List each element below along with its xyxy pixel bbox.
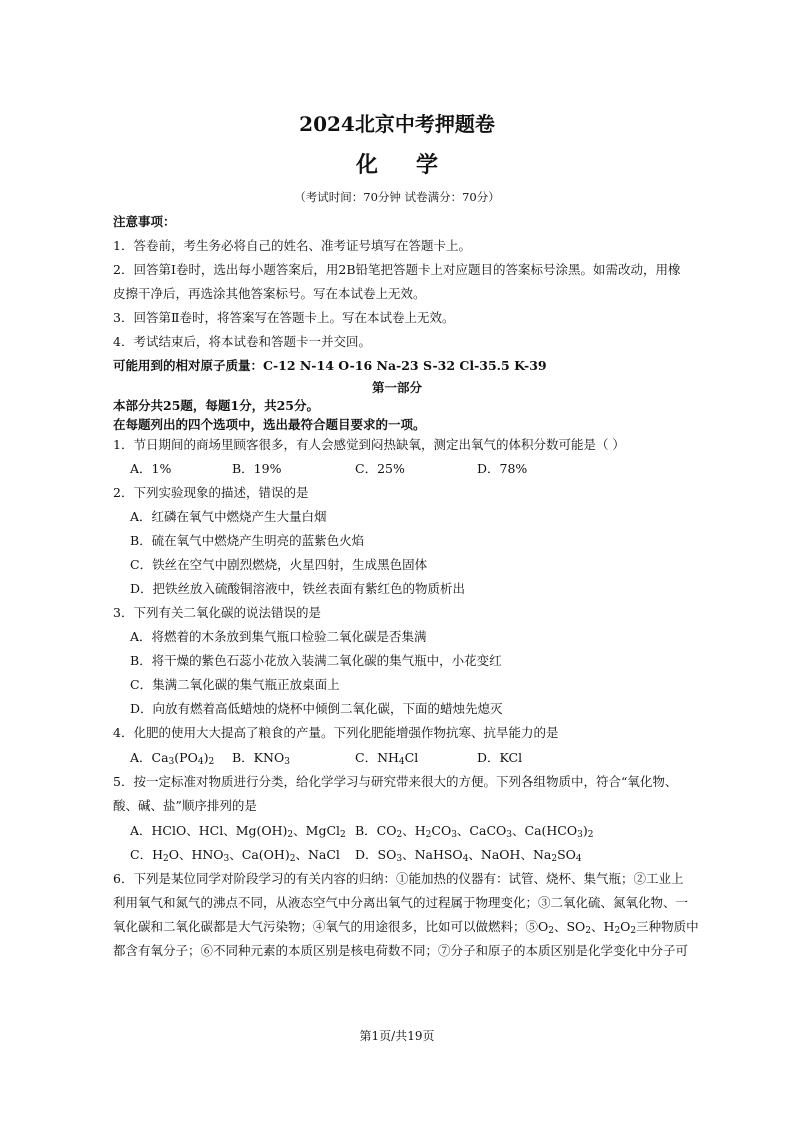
q5-option-b: B．$CO_2$、$H_2CO_3$、CaCO$_3$、$Ca(HCO_3)_2$ <box>355 823 594 840</box>
notes-heading: 注意事项： <box>113 214 176 229</box>
q1-option-a: A．1% <box>130 461 172 476</box>
q1-option-d: D．78% <box>477 461 528 476</box>
q4-option-d: D．KCl <box>477 750 523 765</box>
q6-line-2: 利用氧气和氮气的沸点不同，从液态空气中分离出氧气的过程属于物理变化；③二氧化硫、氮氧化物、一 <box>113 895 689 910</box>
q2-stem: 2．下列实验现象的描述，错误的是 <box>113 485 309 500</box>
note-item-1: 1．答卷前，考生务必将自己的姓名、准考证号填写在答题卡上。 <box>113 238 471 253</box>
exam-info: （考试时间：70分钟 试卷满分：70分） <box>294 190 500 204</box>
q4-option-a: A．$Ca_3(PO_4)_2$ <box>130 750 215 767</box>
page-number: 第1页/共19页 <box>359 1029 435 1043</box>
q2-option-b: B．硫在氧气中燃烧产生明亮的蓝紫色火焰 <box>130 533 365 548</box>
q3-option-d: D．向放有燃着高低蜡烛的烧杯中倾倒二氧化碳，下面的蜡烛先熄灭 <box>130 701 503 716</box>
q5-stem-1: 5．按一定标准对物质进行分类，给化学学习与研究带来很大的方便。下列各组物质中，符合“氧化物、 <box>113 774 678 789</box>
q5-option-c: C．$H_2O$、$HNO_3$、$Ca(OH)_2$、NaCl <box>130 847 340 864</box>
note-item-3: 3．回答第Ⅱ卷时，将答案写在答题卡上。写在本试卷上无效。 <box>113 310 455 325</box>
section-title: 第一部分 <box>371 380 422 395</box>
q5-option-d: D．$SO_3$、NaHSO$_4$、NaOH、$Na_2SO_4$ <box>355 847 582 864</box>
q4-option-b: B．$KNO_3$ <box>232 750 290 767</box>
q2-option-a: A．红磷在氧气中燃烧产生大量白烟 <box>130 509 327 524</box>
q1-option-c: C．25% <box>355 461 405 476</box>
note-item-2: 2．回答第Ⅰ卷时，选出每小题答案后，用2B铅笔把答题卡上对应题目的答案标号涂黑。如需改动，用橡 <box>113 262 681 277</box>
note-item-4: 4．考试结束后，将本试卷和答题卡一并交回。 <box>113 334 371 349</box>
note-item-2-cont: 皮擦干净后，再选涂其他答案标号。写在本试卷上无效。 <box>113 286 426 301</box>
q3-option-c: C．集满二氧化碳的集气瓶正放桌面上 <box>130 677 340 692</box>
q3-option-a: A．将燃着的木条放到集气瓶口检验二氧化碳是否集满 <box>130 629 427 644</box>
section-desc-2: 在每题列出的四个选项中，选出最符合题目要求的一项。 <box>113 417 426 432</box>
q5-stem-2: 酸、碱、盐”顺序排列的是 <box>113 798 257 813</box>
q4-option-c: C．$NH_4Cl$ <box>355 750 419 767</box>
q2-option-c: C．铁丝在空气中剧烈燃烧，火星四射，生成黑色固体 <box>130 557 428 572</box>
exam-title: 2024北京中考押题卷 <box>299 112 495 136</box>
q4-stem: 4．化肥的使用大大提高了粮食的产量。下列化肥能增强作物抗寒、抗旱能力的是 <box>113 725 559 740</box>
q3-option-b: B．将干燥的紫色石蕊小花放入装满二氧化碳的集气瓶中，小花变红 <box>130 653 502 668</box>
atomic-masses: 可能用到的相对原子质量：C-12 N-14 O-16 Na-23 S-32 Cl-35.5 K-39 <box>113 358 547 373</box>
q6-line-4: 都含有氧分子；⑥不同种元素的本质区别是核电荷数不同；⑦分子和原子的本质区别是化学变化中分子可 <box>113 943 689 958</box>
q5-option-a: A．HClO、HCl、$Mg(OH)_2$、MgCl$_2$ <box>130 823 346 840</box>
q2-option-d: D．把铁丝放入硫酸铜溶液中，铁丝表面有紫红色的物质析出 <box>130 581 466 596</box>
q6-line-1: 6．下列是某位同学对阶段学习的有关内容的归纳：①能加热的仪器有：试管、烧杯、集气瓶；②工业上 <box>113 871 684 886</box>
q3-stem: 3．下列有关二氧化碳的说法错误的是 <box>113 605 321 620</box>
subject-title: 化学 <box>355 152 476 178</box>
q1-option-b: B．19% <box>232 461 282 476</box>
section-desc-1: 本部分共25题，每题1分，共25分。 <box>113 398 319 413</box>
q6-line-3: 氧化碳和二氧化碳都是大气污染物；④氧气的用途很多，比如可以做燃料；$⑤O_2$、$SO_2$、$H_2O_2$三种物质中 <box>113 919 699 936</box>
q1-stem: 1．节日期间的商场里顾客很多，有人会感觉到闷热缺氧，测定出氧气的体积分数可能是（ ） <box>113 437 625 452</box>
